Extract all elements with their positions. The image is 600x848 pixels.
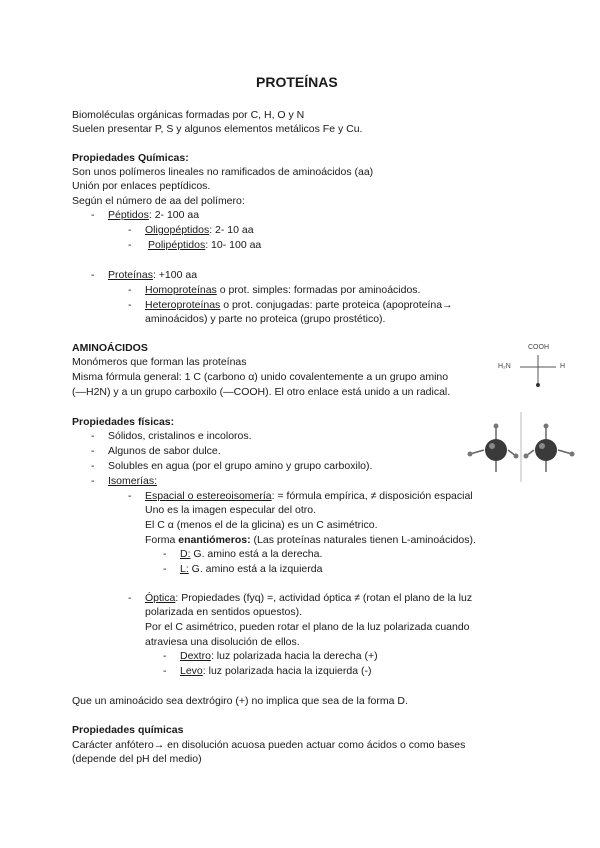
heading-propiedades-fisicas: Propiedades físicas: xyxy=(72,416,175,428)
oligopeptidos-label: Oligopéptidos xyxy=(145,224,210,236)
item-levo xyxy=(180,664,371,678)
bullet-dash: - xyxy=(128,224,132,236)
aminoacidos-line-1: Monómeros que forman las proteínas xyxy=(72,356,247,368)
item-peptidos xyxy=(108,208,199,222)
bullet-dash: - xyxy=(91,209,95,221)
quimicas-line-2: Unión por enlaces peptídicos. xyxy=(72,180,211,192)
quimicas-line-3: Según el número de aa del polímero: xyxy=(72,195,245,207)
formula-h-label: H xyxy=(560,363,566,370)
formula-cooh-label: COOH xyxy=(528,344,549,351)
quimicas2-line-2: (depende del pH del medio) xyxy=(72,753,202,765)
forma-enantiomeros: enantiómeros: xyxy=(178,534,251,546)
item-forma-d xyxy=(180,547,322,561)
peptidos-label: Péptidos xyxy=(108,209,149,221)
bullet-dash: - xyxy=(128,284,132,296)
item-espacial xyxy=(145,489,473,503)
forma-l-text: G. amino está a la izquierda xyxy=(188,563,323,575)
bullet-dash: - xyxy=(128,592,132,604)
optica-line-3: Por el C asimétrico, pueden rotar el plano de la luz polarizada cuando xyxy=(145,621,470,633)
enantiomers-figure xyxy=(466,412,576,482)
molecule-right-icon xyxy=(524,424,575,473)
bullet-dash: - xyxy=(91,475,95,487)
levo-text: : luz polarizada hacia la izquierda (-) xyxy=(202,665,372,677)
heading-propiedades-quimicas-2: Propiedades químicas xyxy=(72,724,184,736)
intro-line-2: Suelen presentar P, S y algunos elementos metálicos Fe y Cu. xyxy=(72,123,363,135)
forma-d-label: D: xyxy=(180,548,191,560)
fisicas-item-isomerias: Isomerías: xyxy=(108,475,158,487)
bullet-dash: - xyxy=(128,239,132,251)
heading-propiedades-quimicas: Propiedades Químicas: xyxy=(72,152,189,164)
fisicas-item-2: Algunos de sabor dulce. xyxy=(108,445,221,457)
forma-d-text: G. amino está a la derecha. xyxy=(190,548,323,560)
homoproteinas-text: o prot. simples: formadas por aminoácidos. xyxy=(216,284,421,296)
bullet-dash: - xyxy=(163,548,167,560)
dextro-label: Dextro xyxy=(180,650,211,662)
item-dextro xyxy=(180,649,378,663)
espacial-text: : = fórmula empírica, ≠ disposición espacial xyxy=(271,490,473,502)
proteinas-text: : +100 aa xyxy=(152,269,198,281)
bullet-dash: - xyxy=(128,490,132,502)
forma-text: (Las proteínas naturales tienen L-aminoácidos). xyxy=(250,534,476,546)
formula-h2n-label: H₂N xyxy=(498,363,511,370)
bullet-dash: - xyxy=(91,445,95,457)
bullet-dash: - xyxy=(91,460,95,472)
heading-aminoacidos: AMINOÁCIDOS xyxy=(72,342,148,354)
quimicas-line-1: Son unos polímeros lineales no ramificados de aminoácidos (aa) xyxy=(72,166,374,178)
espacial-line-forma xyxy=(145,533,476,547)
quimicas2-line-1: Carácter anfótero→ en disolución acuosa pueden actuar como ácidos o como bases xyxy=(72,739,466,751)
polipeptidos-label: Polipéptidos xyxy=(148,239,206,251)
homoproteinas-label: Homoproteínas xyxy=(145,284,217,296)
fisicas-item-1: Sólidos, cristalinos e incoloros. xyxy=(108,430,252,442)
dextro-text: : luz polarizada hacia la derecha (+) xyxy=(210,650,378,662)
aminoacidos-line-3: (—H2N) y a un grupo carboxilo (—COOH). El otro enlace está unido a un radical. xyxy=(72,386,451,398)
item-heteroproteinas xyxy=(145,298,453,312)
bullet-dash: - xyxy=(128,299,132,311)
intro-line-1: Biomoléculas orgánicas formadas por C, H, O y N xyxy=(72,109,305,121)
item-oligopeptidos xyxy=(145,223,254,237)
espacial-line-3: El C α (menos el de la glicina) es un C asimétrico. xyxy=(145,519,378,531)
oligopeptidos-text: : 2- 10 aa xyxy=(209,224,254,236)
molecule-left-icon xyxy=(468,424,519,473)
heteroproteinas-label: Heteroproteínas xyxy=(145,299,221,311)
item-optica xyxy=(145,591,472,605)
espacial-line-2: Uno es la imagen especular del otro. xyxy=(145,504,317,516)
bullet-dash: - xyxy=(163,665,167,677)
bullet-dash: - xyxy=(163,563,167,575)
forma-l-label: L: xyxy=(180,563,189,575)
item-homoproteinas xyxy=(145,283,420,297)
fisicas-item-3: Solubles en agua (por el grupo amino y grupo carboxilo). xyxy=(108,460,373,472)
heteroproteinas-line-2: aminoácidos) y parte no proteica (grupo prostético). xyxy=(145,313,386,325)
optica-line-2: polarizada en sentidos opuestos). xyxy=(145,606,303,618)
heteroproteinas-text: o prot. conjugadas: parte proteica (apoproteína→ xyxy=(220,299,453,311)
peptidos-text: : 2- 100 aa xyxy=(148,209,200,221)
polipeptidos-text: : 10- 100 aa xyxy=(205,239,262,251)
nota-dextrogiro: Que un aminoácido sea dextrógiro (+) no implica que sea de la forma D. xyxy=(72,695,408,707)
optica-line-4: atraviesa una disolución de ellos. xyxy=(145,636,300,648)
item-proteinas xyxy=(108,268,197,282)
aminoacidos-line-2: Misma fórmula general: 1 C (carbono α) unido covalentemente a un grupo amino xyxy=(72,371,449,383)
forma-prefix: Forma xyxy=(145,534,179,546)
bullet-dash: - xyxy=(91,269,95,281)
espacial-label: Espacial o estereoisomería xyxy=(145,490,272,502)
item-polipeptidos xyxy=(148,238,261,252)
page-title: PROTEÍNAS xyxy=(256,74,338,90)
optica-label: Óptica xyxy=(145,592,176,604)
bullet-dash: - xyxy=(91,430,95,442)
proteinas-label: Proteínas xyxy=(108,269,153,281)
bullet-dash: - xyxy=(163,650,167,662)
item-forma-l xyxy=(180,562,322,576)
optica-text: : Propiedades (fyq) =, actividad óptica ≠ (rotan el plano de la luz xyxy=(175,592,473,604)
levo-label: Levo xyxy=(180,665,203,677)
